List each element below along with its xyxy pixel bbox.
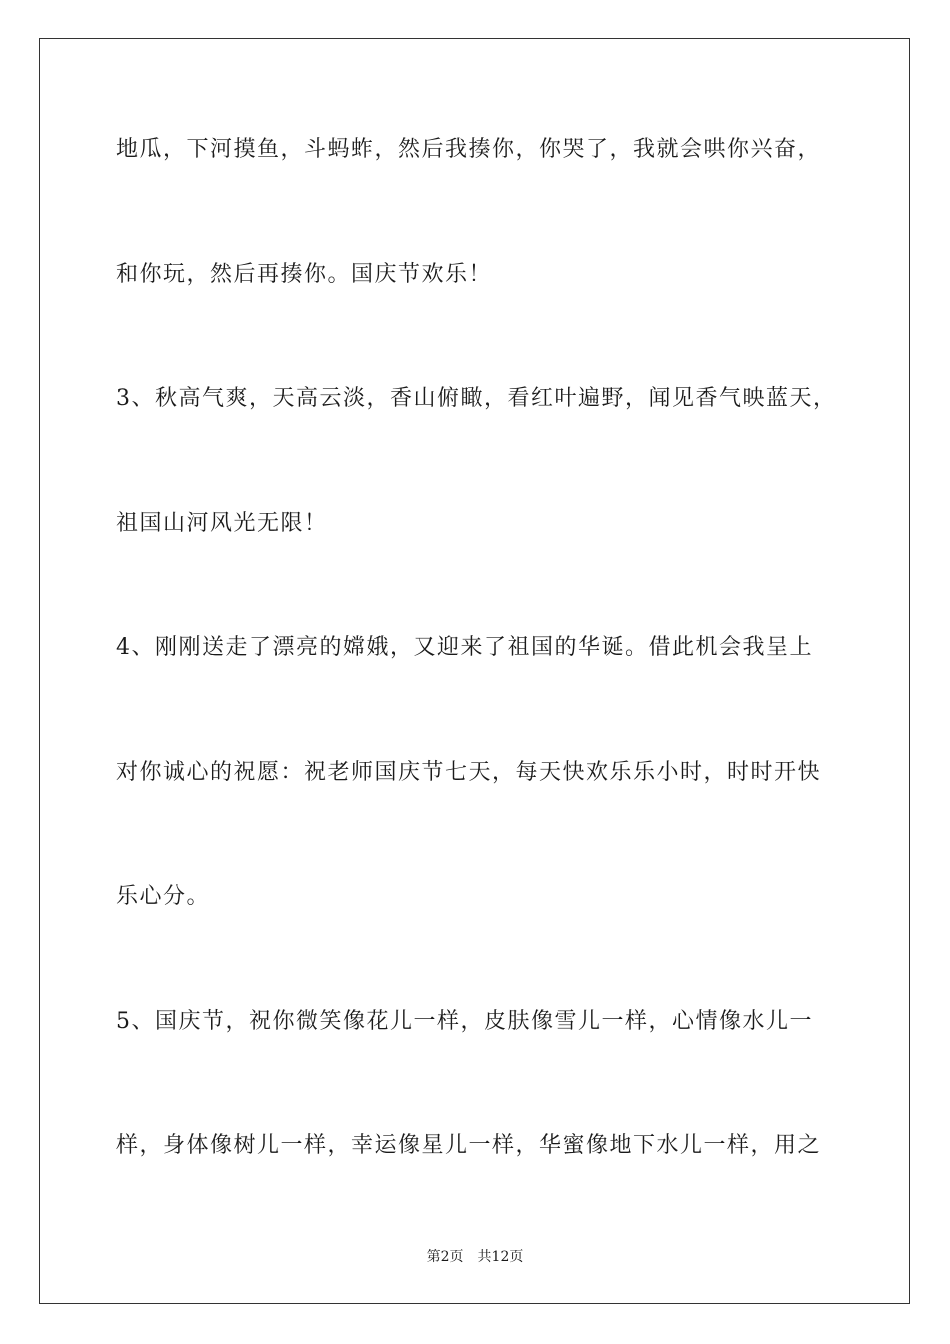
text-line-6: 对你诚心的祝愿：祝老师国庆节七天，每天快欢乐乐小时，时时开快	[116, 760, 822, 785]
page-footer	[0, 1248, 950, 1266]
page-number: 第2页	[426, 1249, 464, 1265]
page-total: 共12页	[477, 1249, 524, 1265]
text-line-4: 祖国山河风光无限！	[116, 511, 328, 536]
text-line-7: 乐心分。	[116, 884, 211, 909]
page-border	[39, 38, 910, 1304]
text-line-2: 和你玩，然后再揍你。国庆节欢乐！	[116, 262, 493, 287]
text-line-8: 5、国庆节，祝你微笑像花儿一样，皮肤像雪儿一样，心情像水儿一	[116, 1009, 813, 1034]
text-line-5: 4、刚刚送走了漂亮的嫦娥，又迎来了祖国的华诞。借此机会我呈上	[116, 635, 813, 660]
text-line-9: 样，身体像树儿一样，幸运像星儿一样，华蜜像地下水儿一样，用之	[116, 1133, 822, 1158]
text-line-1: 地瓜，下河摸鱼，斗蚂蚱，然后我揍你，你哭了，我就会哄你兴奋，	[116, 137, 822, 162]
text-line-3: 3、秋高气爽，天高云淡，香山俯瞰，看红叶遍野，闻见香气映蓝天，	[116, 386, 837, 411]
